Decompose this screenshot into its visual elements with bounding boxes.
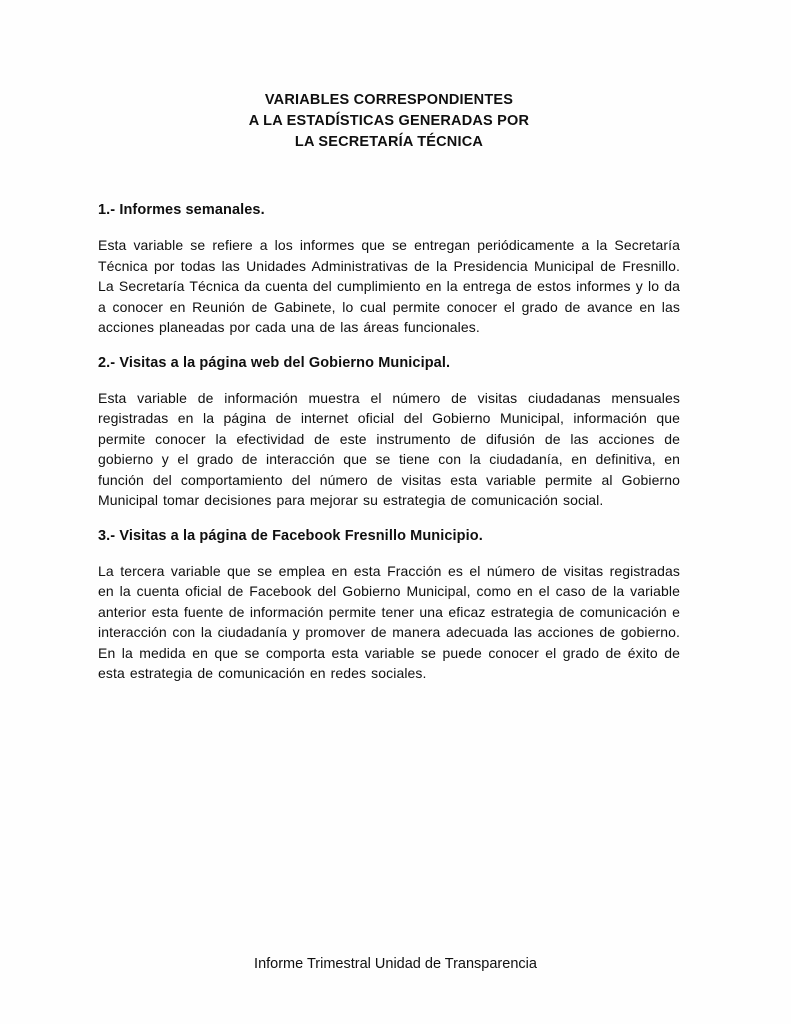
- section-informes-semanales: [98, 200, 680, 338]
- section-visitas-facebook: [98, 526, 680, 684]
- title-line-2: A LA ESTADÍSTICAS GENERADAS POR: [248, 113, 530, 129]
- document-content: [98, 90, 680, 684]
- document-footer: [0, 955, 791, 973]
- section-heading-1: 1.- Informes semanales.: [98, 202, 265, 218]
- document-title: [98, 90, 680, 153]
- title-line-3: LA SECRETARÍA TÉCNICA: [294, 134, 484, 150]
- section-heading-3: 3.- Visitas a la página de Facebook Fresnillo Municipio.: [98, 527, 483, 544]
- section-body-2: Esta variable de información muestra el número de visitas ciudadanas mensuales registradas en la página de internet oficial del Gobierno Municipal, información que permite conocer la efectividad de este instrumento de difusión de las acciones de gobierno y el grado de interacción que se tiene con la ciudadanía, en definitiva, en función del comportamiento del número de visitas esta variable permite al Gobierno Municipal tomar decisiones para mejorar su estrategia de comunicación social.: [98, 389, 680, 508]
- section-body-1: Esta variable se refiere a los informes que se entregan periódicamente a la Secretaría Técnica por todas las Unidades Administrativas de la Presidencia Municipal de Fresnillo. La Secretaría Técnica da cuenta del cumplimiento en la entrega de estos informes y lo da a conocer en Reunión de Gabinete, lo cual permite conocer el grado de avance en las acciones planeadas por cada una de las áreas funcionales.: [98, 237, 680, 335]
- section-body-3: La tercera variable que se emplea en esta Fracción es el número de visitas registradas en la cuenta oficial de Facebook del Gobierno Municipal, como en el caso de la variable anterior esta fuente de información permite tener una eficaz estrategia de comunicación e interacción con la ciudadanía y promover de manera adecuada las acciones de gobierno. En la medida en que se comporta esta variable se puede conocer el grado de éxito de esta estrategia de comunicación en redes sociales.: [98, 562, 680, 681]
- title-line-1: VARIABLES CORRESPONDIENTES: [264, 92, 514, 108]
- footer-text: Informe Trimestral Unidad de Transparencia: [254, 956, 537, 972]
- section-visitas-pagina-web: [98, 353, 680, 511]
- section-heading-2: 2.- Visitas a la página web del Gobierno Municipal.: [98, 354, 451, 371]
